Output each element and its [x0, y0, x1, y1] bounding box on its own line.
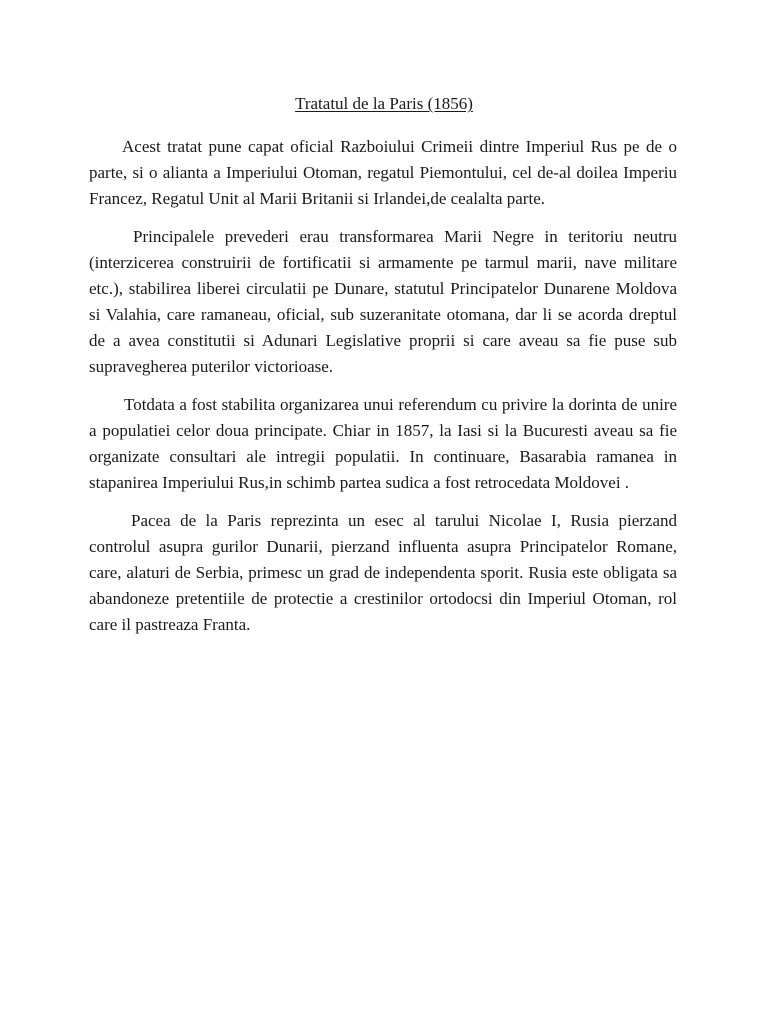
paragraph-4: Pacea de la Paris reprezinta un esec al tarului Nicolae I, Rusia pierzand controlul asupra gurilor Dunarii, pierzand influenta asupra Principatelor Romane, care, alaturi de Serbia, primesc un grad de independenta sporit. Rusia este obligata sa abandoneze pretentiile de protectie a crestinilor ortodocsi din Imperiul Otoman, rol care il pastreaza Franta. — [89, 511, 677, 634]
paragraph-1: Acest tratat pune capat oficial Razboiului Crimeii dintre Imperiul Rus pe de o parte, si o alianta a Imperiului Otoman, regatul Piemontului, cel de-al doilea Imperiu Francez, Regatul Unit al Marii Britanii si Irlandei,de cealalta parte. — [89, 137, 677, 208]
document-title-text: Tratatul de la Paris (1856) — [295, 94, 473, 113]
paragraph-2: Principalele prevederi erau transformarea Marii Negre in teritoriu neutru (interzicerea construirii de fortificatii si armamente pe tarmul marii, nave militare etc.), stabilirea liberei circulatii pe Dunare, statutul Principatelor Dunarene Moldova si Valahia, care ramaneau, oficial, sub suzeranitate otomana, dar li se acorda dreptul de a avea constitutii si Adunari Legislative proprii si care aveau sa fie puse sub supravegherea puterilor victorioase. — [89, 227, 677, 376]
document-body — [89, 134, 677, 650]
document-title — [0, 93, 768, 115]
paragraph-3: Totdata a fost stabilita organizarea unui referendum cu privire la dorinta de unire a populatiei celor doua principate. Chiar in 1857, la Iasi si la Bucuresti aveau sa fie organizate consultari ale intregii populatii. In continuare, Basarabia ramanea in stapanirea Imperiului Rus,in schimb partea sudica a fost retrocedata Moldovei . — [89, 395, 677, 492]
